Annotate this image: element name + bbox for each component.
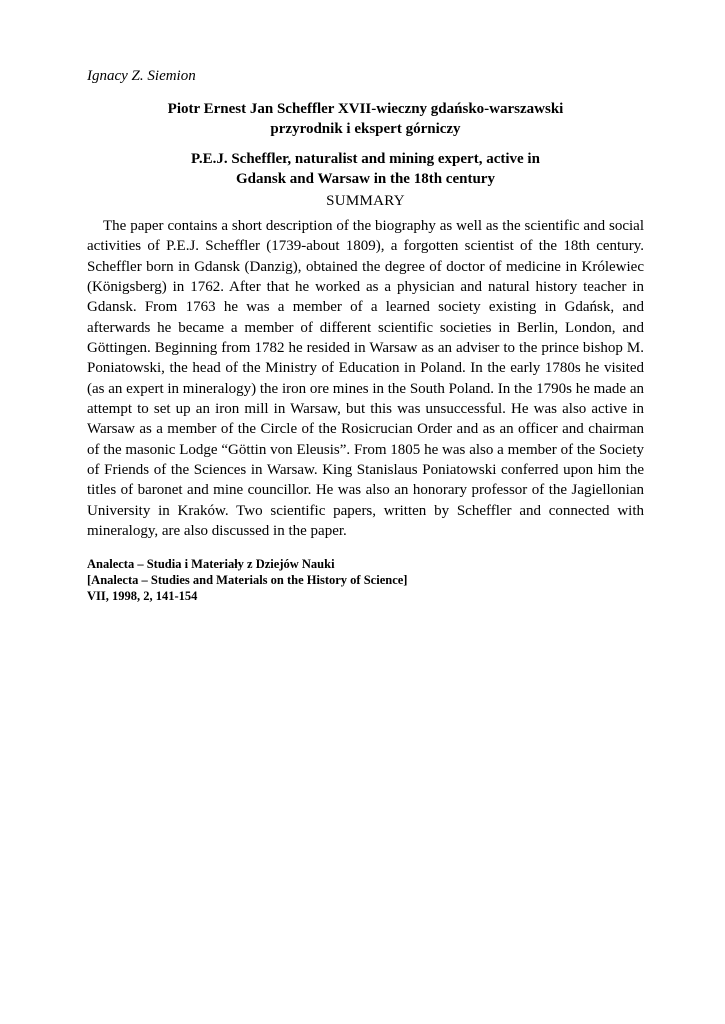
source-citation (87, 556, 644, 604)
summary-heading: SUMMARY (326, 193, 405, 209)
citation-details: VII, 1998, 2, 141-154 (87, 588, 198, 603)
abstract-text: The paper contains a short description of the biography as well as the scientific and social activities of P.E.J. Scheffler (1739-about 1809), a forgotten scientist of the 18th century. Scheffler born in Gdansk (Danzig), obtained the degree of doctor of medicine in Królewiec (Königsberg) in 1762. After that he worked as a physician and natural history teacher in Gdansk. From 1763 he was a member of a learned society existing in Gdańsk, and afterwards he became a member of different scientific societies in Berlin, London, and Göttingen. Beginning from 1782 he resided in Warsaw as an adviser to the prince bishop M. Poniatowski, the head of the Ministry of Education in Poland. In the early 1780s he visited (as an expert in mineralogy) the iron ore mines in the South Poland. In the 1790s he made an attempt to set up an iron mill in Warsaw, but this was unsuccessful. He was also active in Warsaw as a member of the Circle of the Rosicrucian Order and as an officer and chairman of the masonic Lodge “Göttin von Eleusis”. From 1805 he was also a member of the Society of Friends of the Sciences in Warsaw. King Stanislaus Poniatowski conferred upon him the titles of baronet and mine councillor. He was also an honorary professor of the Jagiellonian University in Kraków. Two scientific papers, written by Scheffler and connected with mineralogy, are also discussed in the paper. (87, 218, 644, 540)
title-polish (87, 99, 644, 139)
journal-name-english: [Analecta – Studies and Materials on the History of Science] (87, 572, 408, 587)
title-polish-line-2: przyrodnik i ekspert górniczy (270, 121, 461, 137)
title-polish-line-1: Piotr Ernest Jan Scheffler XVII-wieczny gdańsko-warszawski (167, 101, 564, 117)
title-english-line-1: P.E.J. Scheffler, naturalist and mining expert, active in (191, 151, 540, 167)
journal-name-polish: Analecta – Studia i Materiały z Dziejów Nauki (87, 556, 335, 571)
title-english (87, 149, 644, 189)
page (87, 66, 644, 604)
author-name: Ignacy Z. Siemion (87, 68, 196, 84)
title-english-line-2: Gdansk and Warsaw in the 18th century (236, 171, 495, 187)
